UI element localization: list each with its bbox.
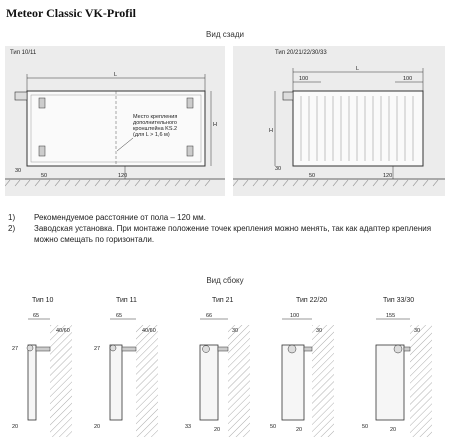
side-type-10 <box>12 313 72 437</box>
side-33-dim-d: 20 <box>390 427 397 433</box>
side-type-11-label: Тип 11 <box>116 297 137 304</box>
dim-H-left: H <box>213 122 217 128</box>
side-type-33-30-label: Тип 33/30 <box>383 297 415 304</box>
side-33-dim-b: 30 <box>414 328 421 334</box>
side-21-dim-c: 33 <box>185 424 192 430</box>
dim-H-right: H <box>269 128 273 134</box>
type-20-33-label: Тип 20/21/22/30/33 <box>275 50 327 56</box>
side-10-dim-a: 65 <box>33 313 40 319</box>
back-view-left-drawing <box>5 46 225 196</box>
footnote-1-text: Рекомендуемое расстояние от пола – 120 мм. <box>34 213 206 222</box>
page-title: Meteor Classic VK-Profil <box>6 6 136 20</box>
footnote-2-text: Заводская установка. При монтаже положение точек крепления можно менять, так как адаптер крепления можно смещать по горизонтали. <box>34 224 432 244</box>
side-type-10-label: Тип 10 <box>32 297 54 304</box>
side-view-drawings <box>0 305 450 445</box>
bracket-note-1: Место крепления <box>133 114 178 120</box>
dim-L-right: L <box>356 66 360 72</box>
footnote-2-num: 2) <box>8 224 16 233</box>
bracket-note-4: (для L > 1,6 м) <box>133 132 170 138</box>
side-10-dim-b: 40/60 <box>56 328 70 334</box>
side-type-21 <box>185 313 250 437</box>
side-21-dim-a: 66 <box>206 313 213 319</box>
side-type-22-20 <box>270 313 334 437</box>
side-type-33-30 <box>362 313 432 437</box>
side-11-dim-c: 27 <box>94 346 101 352</box>
bracket-note-3: кронштейна KS.2 <box>133 126 178 132</box>
side-21-dim-d: 20 <box>214 427 221 433</box>
back-view-right-drawing <box>233 46 445 196</box>
side-33-dim-c: 50 <box>362 424 369 430</box>
dim-100-left: 100 <box>299 76 309 82</box>
side-10-dim-c: 27 <box>12 346 19 352</box>
side-11-dim-a: 65 <box>116 313 123 319</box>
footnote-1-num: 1) <box>8 213 16 222</box>
dim-120-left: 120 <box>118 173 128 179</box>
side-type-22-20-label: Тип 22/20 <box>296 297 328 304</box>
side-22-dim-d: 20 <box>296 427 303 433</box>
footnote-1 <box>8 212 434 223</box>
type-10-11-label: Тип 10/11 <box>10 50 37 56</box>
footnote-2 <box>8 223 434 245</box>
dim-30-right: 30 <box>275 166 282 172</box>
side-21-dim-b: 30 <box>232 328 239 334</box>
dim-100-right: 100 <box>403 76 413 82</box>
footnotes <box>8 212 434 245</box>
side-22-dim-c: 50 <box>270 424 277 430</box>
side-22-dim-a: 100 <box>290 313 300 319</box>
side-33-dim-a: 155 <box>386 313 396 319</box>
side-type-11 <box>94 313 158 437</box>
dim-50-left: 50 <box>41 173 48 179</box>
back-view-heading: Вид сзади <box>206 30 244 39</box>
dim-120-right: 120 <box>383 173 393 179</box>
dim-L-left: L <box>114 72 118 78</box>
dim-30-left: 30 <box>15 168 22 174</box>
side-11-dim-d: 20 <box>94 424 101 430</box>
bracket-note-2: дополнительного <box>133 120 177 126</box>
side-view-heading: Вид сбоку <box>206 276 244 285</box>
side-22-dim-b: 30 <box>316 328 323 334</box>
dim-50-right: 50 <box>309 173 316 179</box>
side-type-21-label: Тип 21 <box>212 297 234 304</box>
side-11-dim-b: 40/60 <box>142 328 156 334</box>
side-10-dim-d: 20 <box>12 424 19 430</box>
